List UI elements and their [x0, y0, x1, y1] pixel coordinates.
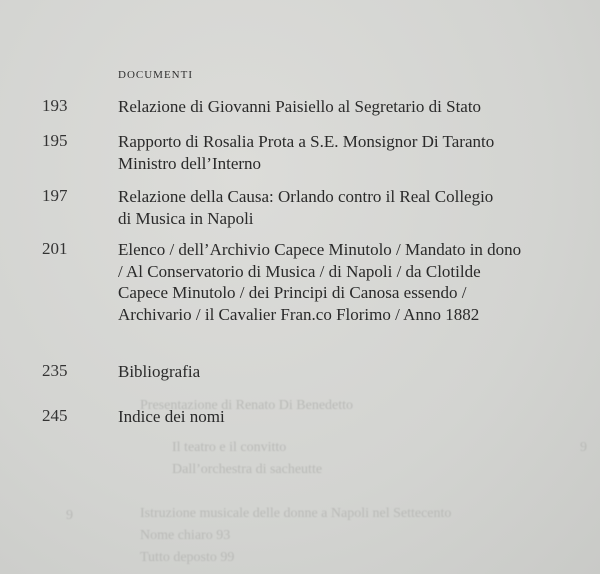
page-number: 193 [42, 96, 68, 115]
show-through-line: Presentazione di Renato Di Benedetto [140, 398, 354, 413]
title-line: Relazione della Causa: Orlando contro il Real Collegio [118, 187, 494, 206]
show-through-page-number: 9 [580, 440, 587, 455]
title-line: Relazione di Giovanni Paisiello al Segretario di Stato [118, 97, 482, 116]
page-number: 235 [42, 361, 68, 380]
show-through-line: Dall’orchestra di sacheutte [172, 462, 323, 477]
entry-title [118, 361, 600, 383]
title-line: di Musica in Napoli [118, 208, 254, 228]
show-through-line: Nome chiaro 93 [140, 528, 231, 543]
show-through-line: Istruzione musicale delle donne a Napoli nel Settecento [140, 506, 452, 521]
page-number: 197 [42, 186, 68, 205]
page-number: 195 [42, 131, 68, 150]
title-line: Bibliografia [118, 362, 201, 381]
title-line: Ministro dell’Interno [118, 153, 262, 173]
title-line: Archivario / il Cavalier Fran.co Florimo / Anno 1882 [118, 304, 480, 324]
entry-title [118, 131, 600, 174]
title-line: Capece Minutolo / dei Principi di Canosa essendo / [118, 283, 467, 302]
entry-title [118, 186, 600, 229]
section-heading: DOCUMENTI [118, 69, 193, 81]
entry-title [118, 406, 600, 428]
title-line: Elenco / dell’Archivio Capece Minutolo / Mandato in dono [118, 240, 522, 259]
title-line: / Al Conservatorio di Musica / di Napoli / da Clotilde [118, 261, 481, 281]
show-through-page-number: 9 [66, 508, 73, 523]
entry-title [118, 239, 600, 325]
title-line: Rapporto di Rosalia Prota a S.E. Monsignor Di Taranto [118, 132, 495, 151]
show-through-line: Il teatro e il convitto [172, 440, 287, 455]
title-line: Indice dei nomi [118, 407, 225, 426]
page-number: 201 [42, 239, 68, 258]
show-through-line: Tutto deposto 99 [140, 550, 235, 565]
entry-title [118, 96, 600, 118]
page-number: 245 [42, 406, 68, 425]
